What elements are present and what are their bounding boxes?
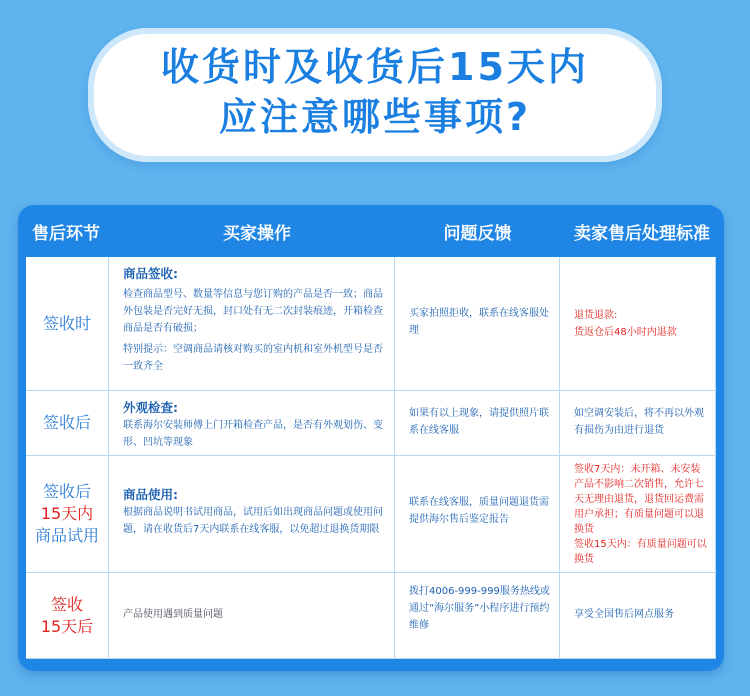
feedback-cell [395, 456, 560, 573]
buyer-heading: 商品使用: [123, 487, 178, 502]
stage-cell [26, 456, 109, 573]
buyer-text: 检查商品型号、数量等信息与您订购的产品是否一致；商品外包装是否完好无损，封口处有无二次封装痕迹，开箱检查商品是否有破损； [123, 289, 383, 334]
table-row [26, 257, 716, 391]
feedback-cell [395, 573, 560, 659]
stage-label: 签收后 [42, 413, 91, 432]
stage-label: 签收时 [42, 313, 91, 333]
table-body [26, 257, 716, 663]
buyer-heading: 外观检查: [123, 400, 178, 415]
title-banner [88, 28, 662, 162]
table-row [26, 573, 716, 659]
table-row [26, 391, 716, 456]
feedback-text: 联系在线客服，质量问题退货需提供海尔售后鉴定报告 [409, 497, 549, 525]
feedback-text: 如果有以上现象，请提供照片联系在线客服 [409, 408, 549, 436]
seller-cell [560, 456, 716, 573]
seller-cell [560, 391, 716, 456]
buyer-note: 特别提示：空调商品请核对购买的室内机和室外机型号是否一致齐全 [123, 344, 383, 372]
after-sales-table [18, 205, 724, 671]
buyer-cell [109, 391, 395, 456]
stage-cell [26, 257, 109, 391]
seller-text: 享受全国售后网点服务 [574, 609, 674, 620]
seller-cell [560, 573, 716, 659]
stage-cell [26, 573, 109, 659]
stage-label: 签收后 [42, 482, 91, 501]
buyer-cell [109, 257, 395, 391]
feedback-text: 拨打4006-999-999服务热线或通过“海尔服务”小程序进行预约维修 [409, 586, 550, 631]
seller-text: 签收7天内：未开箱、未安装产品不影响二次销售，允许七天无理由退货，退货回运费需用户承担；有质量问题可以退换货 [574, 464, 704, 535]
header-feedback: 问题反馈 [443, 224, 512, 244]
stage-label: 15天内 [40, 504, 94, 523]
buyer-cell [109, 456, 395, 573]
header-stage: 售后环节 [32, 224, 100, 244]
buyer-text: 产品使用遇到质量问题 [123, 609, 223, 620]
feedback-text: 买家拍照拒收，联系在线客服处理 [409, 308, 549, 336]
buyer-text: 根据商品说明书试用商品，试用后如出现商品问题或使用问题，请在收货后7天内联系在线客服，以免超过退换货期限 [123, 507, 383, 535]
feedback-cell [395, 257, 560, 391]
seller-text: 签收15天内：有质量问题可以换货 [574, 539, 707, 565]
buyer-heading: 商品签收: [123, 266, 178, 281]
seller-text: 货返仓后48小时内退款 [574, 327, 677, 338]
title-line-2: 应注意哪些事项? [218, 95, 532, 139]
title-line-1: 收货时及收货后15天内 [161, 45, 589, 89]
feedback-cell [395, 391, 560, 456]
header-seller: 卖家售后处理标准 [574, 224, 710, 244]
stage-label: 15天后 [40, 616, 94, 636]
seller-cell [560, 257, 716, 391]
buyer-text: 联系海尔安装师傅上门开箱检查产品，是否有外观划伤、变形、凹坑等现象 [123, 420, 383, 448]
buyer-cell [109, 573, 395, 659]
seller-text: 如空调安装后，将不再以外观有损伤为由进行退货 [574, 408, 704, 436]
table-row [26, 456, 716, 573]
stage-cell [26, 391, 109, 456]
stage-label: 签收 [50, 594, 83, 614]
table-header [18, 205, 724, 257]
header-buyer: 买家操作 [223, 224, 291, 244]
stage-label: 商品试用 [34, 526, 99, 545]
seller-text: 退货退款: [574, 310, 618, 321]
